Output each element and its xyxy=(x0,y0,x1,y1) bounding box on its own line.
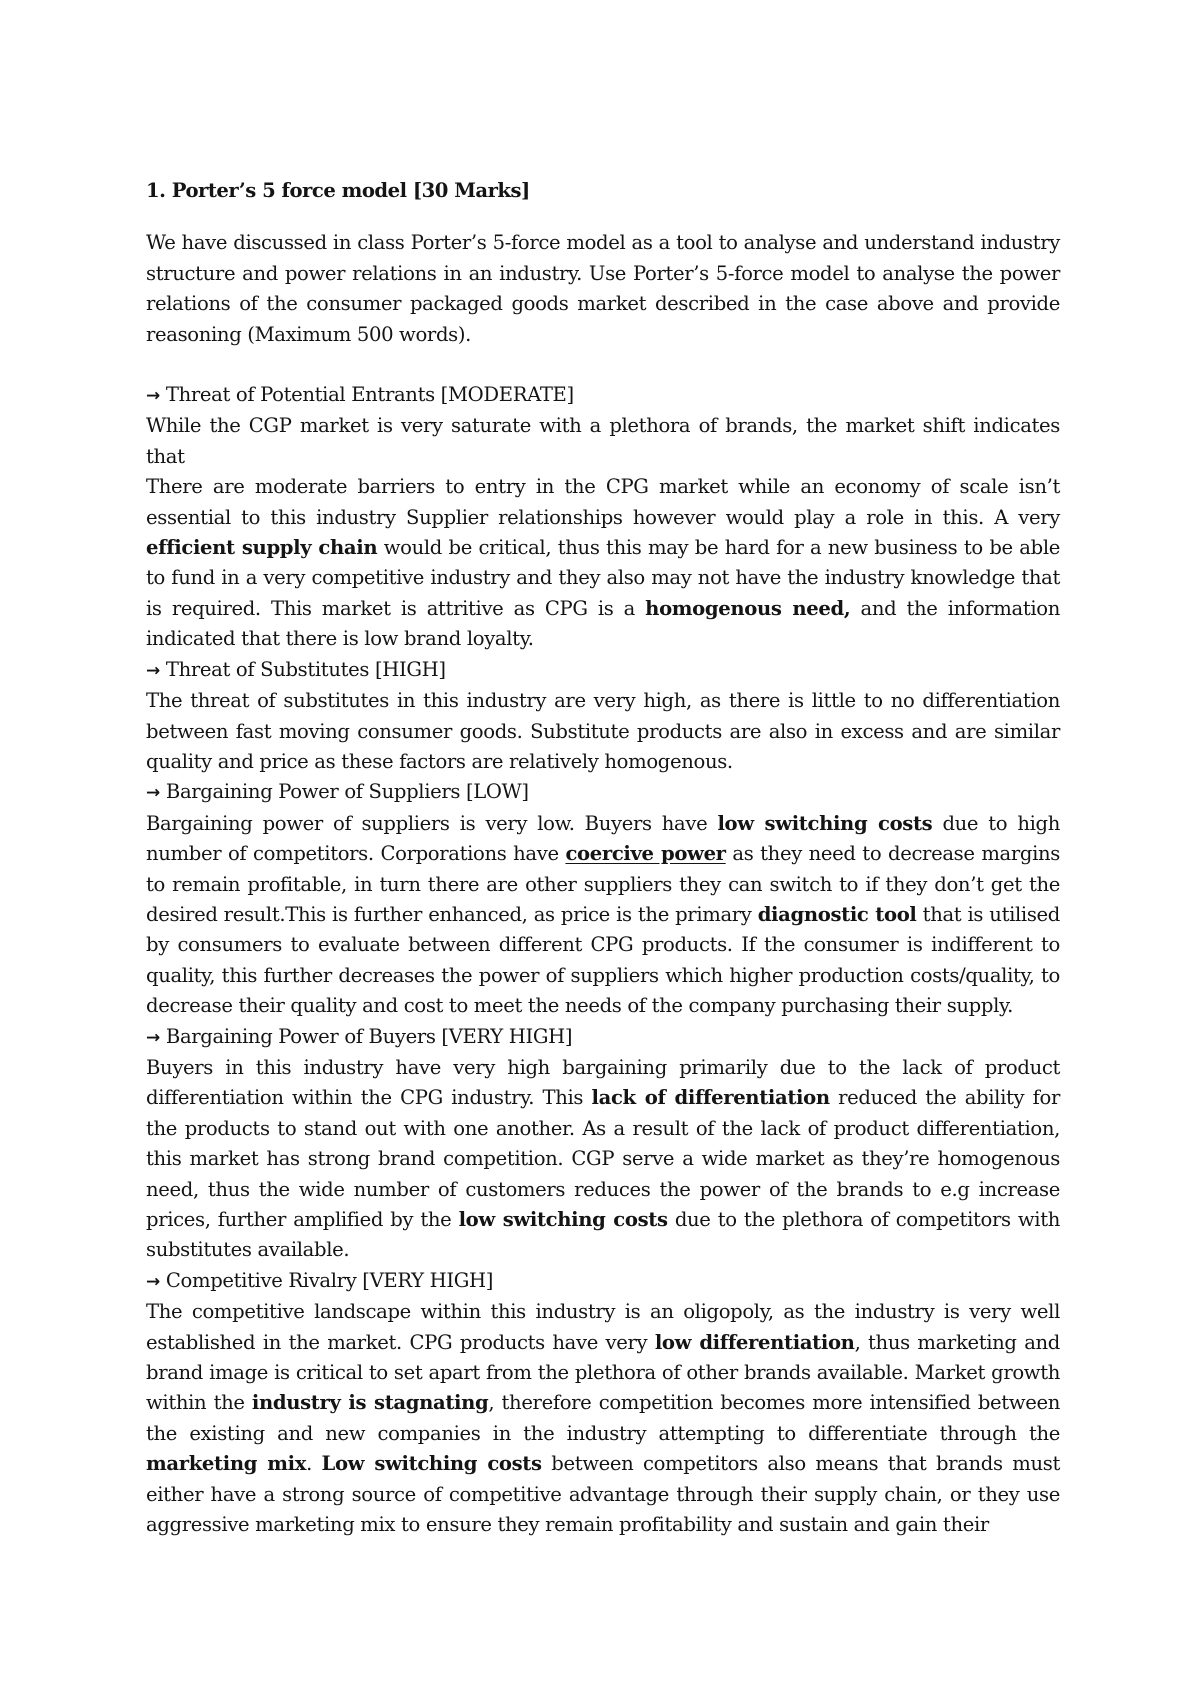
bold-term-homogenous-need: homogenous need, xyxy=(645,596,851,620)
entrants-paragraph-1: While the CGP market is very saturate with a plethora of brands, the market shift indicates that xyxy=(146,414,1060,468)
force-heading-entrants xyxy=(146,380,1060,411)
bold-term-low-switching-costs: low switching costs xyxy=(717,811,933,835)
force-heading-suppliers xyxy=(146,777,1060,808)
force-heading-substitutes xyxy=(146,655,1060,686)
arrow-right-icon: → xyxy=(146,783,160,804)
bold-term-low-switching-costs: low switching costs xyxy=(458,1208,668,1231)
rivalry-paragraph xyxy=(146,1297,1060,1540)
bold-term-low-switching-costs: Low switching costs xyxy=(321,1452,542,1476)
text-run: and the information indicated that there is low brand loyalty. xyxy=(146,596,1060,651)
force-heading-buyers xyxy=(146,1022,1060,1053)
arrow-right-icon: → xyxy=(146,1027,160,1048)
force-heading-rivalry xyxy=(146,1266,1060,1297)
force-heading-entrants-text: Threat of Potential Entrants [MODERATE] xyxy=(165,383,574,407)
suppliers-paragraph xyxy=(146,809,1060,1022)
text-run: would be critical, thus this may be hard for a new business to be able to fund in a very competitive industry and they also may not have the industry knowledge that is required. This market is attritive as CPG is a xyxy=(146,536,1060,620)
text-run: Bargaining power of suppliers is very low. Buyers have xyxy=(146,811,718,835)
arrow-right-icon: → xyxy=(146,660,160,681)
question-title: 1. Porter’s 5 force model [30 Marks] xyxy=(146,179,530,202)
document-body xyxy=(146,176,1060,1540)
text-run: . xyxy=(306,1452,322,1476)
force-heading-substitutes-text: Threat of Substitutes [HIGH] xyxy=(165,657,446,681)
text-run: reduced the ability for the products to stand out with one another. As a result of the lack of product differentiation, this market has strong brand competition. CGP serve a wide market as they’re homogenous need, thus the wide number of customers reduces the power of the brands to e.g increase prices, further amplified by the xyxy=(146,1086,1060,1231)
text-run: due to the plethora of competitors with substitutes available. xyxy=(146,1208,1060,1262)
question-intro: We have discussed in class Porter’s 5-force model as a tool to analyse and understand industry structure and power relations in an industry. Use Porter’s 5-force model to analyse the power relations of the consumer packaged goods market described in the case above and provide reasoning (Maximum 500 words). xyxy=(146,231,1060,346)
text-run: Buyers in this industry have very high bargaining primarily due to the lack of product differentiation within the CPG industry. This xyxy=(146,1055,1060,1110)
arrow-right-icon: → xyxy=(146,1271,160,1292)
text-run: The competitive landscape within this industry is an oligopoly, as the industry is very well established in the market. CPG products have very xyxy=(146,1300,1060,1354)
substitutes-paragraph: The threat of substitutes in this industry are very high, as there is little to no differentiation between fast moving consumer goods. Substitute products are also in excess and are similar quality and price as these factors are relatively homogenous. xyxy=(146,689,1060,773)
bold-term-efficient-supply-chain: efficient supply chain xyxy=(146,536,378,560)
buyers-paragraph xyxy=(146,1053,1060,1266)
bold-underlined-term-coercive-power: coercive power xyxy=(565,842,726,866)
bold-term-diagnostic-tool: diagnostic tool xyxy=(757,902,917,926)
arrow-right-icon: → xyxy=(146,386,160,407)
text-run: , thus marketing and brand image is critical to set apart from the plethora of other brands available. Market growth within the xyxy=(146,1330,1060,1415)
text-run: that is utilised by consumers to evaluate between different CPG products. If the consumer is indifferent to quality, this further decreases the power of suppliers which higher production costs/quality, to decrease their quality and cost to meet the needs of the company purchasing their supply. xyxy=(146,902,1060,1018)
force-heading-rivalry-text: Competitive Rivalry [VERY HIGH] xyxy=(165,1268,494,1292)
entrants-paragraph-2 xyxy=(146,472,1060,654)
bold-term-marketing-mix: marketing mix xyxy=(146,1452,307,1476)
text-run: as they need to decrease margins to remain profitable, in turn there are other suppliers they can switch to if they don’t get the desired result.This is further enhanced, as price is the primary xyxy=(146,842,1060,926)
bold-term-industry-is-stagnating: industry is stagnating xyxy=(251,1391,489,1415)
text-run: There are moderate barriers to entry in the CPG market while an economy of scale isn’t essential to this industry Supplier relationships however would play a role in this. A very xyxy=(146,475,1060,529)
bold-term-low-differentiation: low differentiation xyxy=(654,1330,855,1354)
text-run: due to high number of competitors. Corporations have xyxy=(146,811,1060,866)
text-run: between competitors also means that brands must either have a strong source of competitive advantage through their supply chain, or they use aggressive marketing mix to ensure they remain profitability and sustain and gain their xyxy=(146,1452,1060,1537)
text-run: , therefore competition becomes more intensified between the existing and new companies in the industry attempting to differentiate through the xyxy=(146,1391,1060,1445)
force-heading-suppliers-text: Bargaining Power of Suppliers [LOW] xyxy=(165,780,529,804)
bold-term-lack-of-differentiation: lack of differentiation xyxy=(591,1086,830,1110)
force-heading-buyers-text: Bargaining Power of Buyers [VERY HIGH] xyxy=(165,1024,573,1048)
